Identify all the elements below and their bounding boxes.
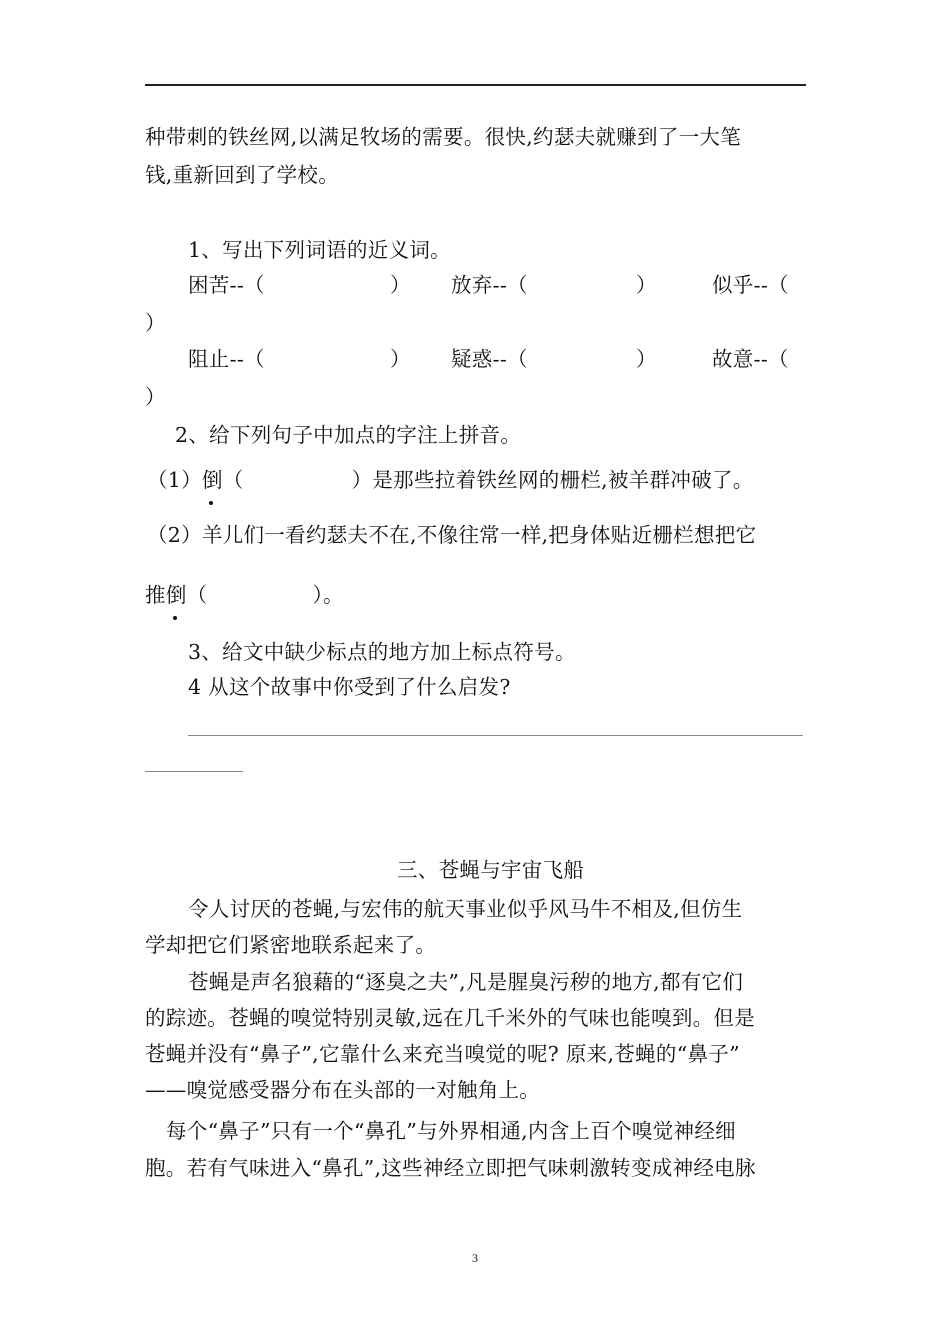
q2-s1-dotted-char: 倒 [201,468,223,492]
q1-item-6-label: 故意--（ [712,347,789,371]
q2-s2-open: （ [186,583,208,607]
intro-line-1: 种带刺的铁丝网,以满足牧场的需要。很快,约瑟夫就赚到了一大笔 [145,125,742,149]
q1-item-2-label: 放弃--（ [451,273,528,297]
q1-item-5-label: 疑惑--（ [451,347,528,371]
q1-item-3-label: 似乎--（ [712,273,789,297]
q2-sentence-2-line-2 [145,582,344,608]
passage-line-4: 的踪迹。苍蝇的嗅觉特别灵敏,远在几千米外的气味也能嗅到。但是 [145,1006,756,1030]
q2-s2-prefix: 推 [145,583,166,607]
q4-prompt: 4 从这个故事中你受到了什么启发? [188,675,511,699]
intro-line-2: 钱,重新回到了学校。 [145,163,340,187]
q1-item-6-close: ） [145,385,166,409]
q1-item-4-label: 阻止--（ [188,347,265,371]
passage-line-7: 每个“鼻子”只有一个“鼻孔”与外界相通,内含上百个嗅觉神经细 [166,1119,736,1143]
q1-item-3-close: ） [145,311,166,335]
q2-s1-open: （ [222,468,244,492]
q2-s2-dotted-char: 倒 [165,583,187,607]
q1-item-1-label: 困苦--（ [188,273,265,297]
q1-item-4-close: ） [390,347,411,371]
q1-item-5-close: ） [636,347,657,371]
page-number: 3 [472,1251,478,1265]
passage-line-2: 学却把它们紧密地联系起来了。 [145,933,437,957]
q2-sentence-1 [147,467,754,493]
answer-line-1 [188,735,803,736]
q1-item-1-close: ） [390,273,411,297]
q2-prompt: 2、给下列句子中加点的字注上拼音。 [175,423,522,447]
q1-prompt: 1、写出下列词语的近义词。 [188,238,451,262]
passage-line-3: 苍蝇是声名狼藉的“逐臭之夫”,凡是腥臭污秽的地方,都有它们 [188,970,744,994]
q2-s1-rest: ）是那些拉着铁丝网的栅栏,被羊群冲破了。 [351,468,754,492]
answer-line-2 [145,771,243,772]
passage-line-8: 胞。若有气味进入“鼻孔”,这些神经立即把气味刺激转变成神经电脉 [145,1156,756,1180]
q3-prompt: 3、给文中缺少标点的地方加上标点符号。 [188,640,576,664]
q1-item-2-close: ） [636,273,657,297]
q2-s2-rest: ）。 [312,583,344,607]
passage-line-6: ——嗅觉感受器分布在头部的一对触角上。 [145,1078,541,1102]
passage-line-1: 令人讨厌的苍蝇,与宏伟的航天事业似乎风马牛不相及,但仿生 [188,897,743,921]
q2-sentence-2-line-1: （2）羊儿们一看约瑟夫不在,不像往常一样,把身体贴近栅栏想把它 [147,523,757,547]
header-rule [145,84,806,86]
passage-line-5: 苍蝇并没有“鼻子”,它靠什么来充当嗅觉的呢? 原来,苍蝇的“鼻子” [145,1042,740,1066]
section-title: 三、苍蝇与宇宙飞船 [397,858,585,882]
q2-s1-prefix: （1） [147,468,202,492]
